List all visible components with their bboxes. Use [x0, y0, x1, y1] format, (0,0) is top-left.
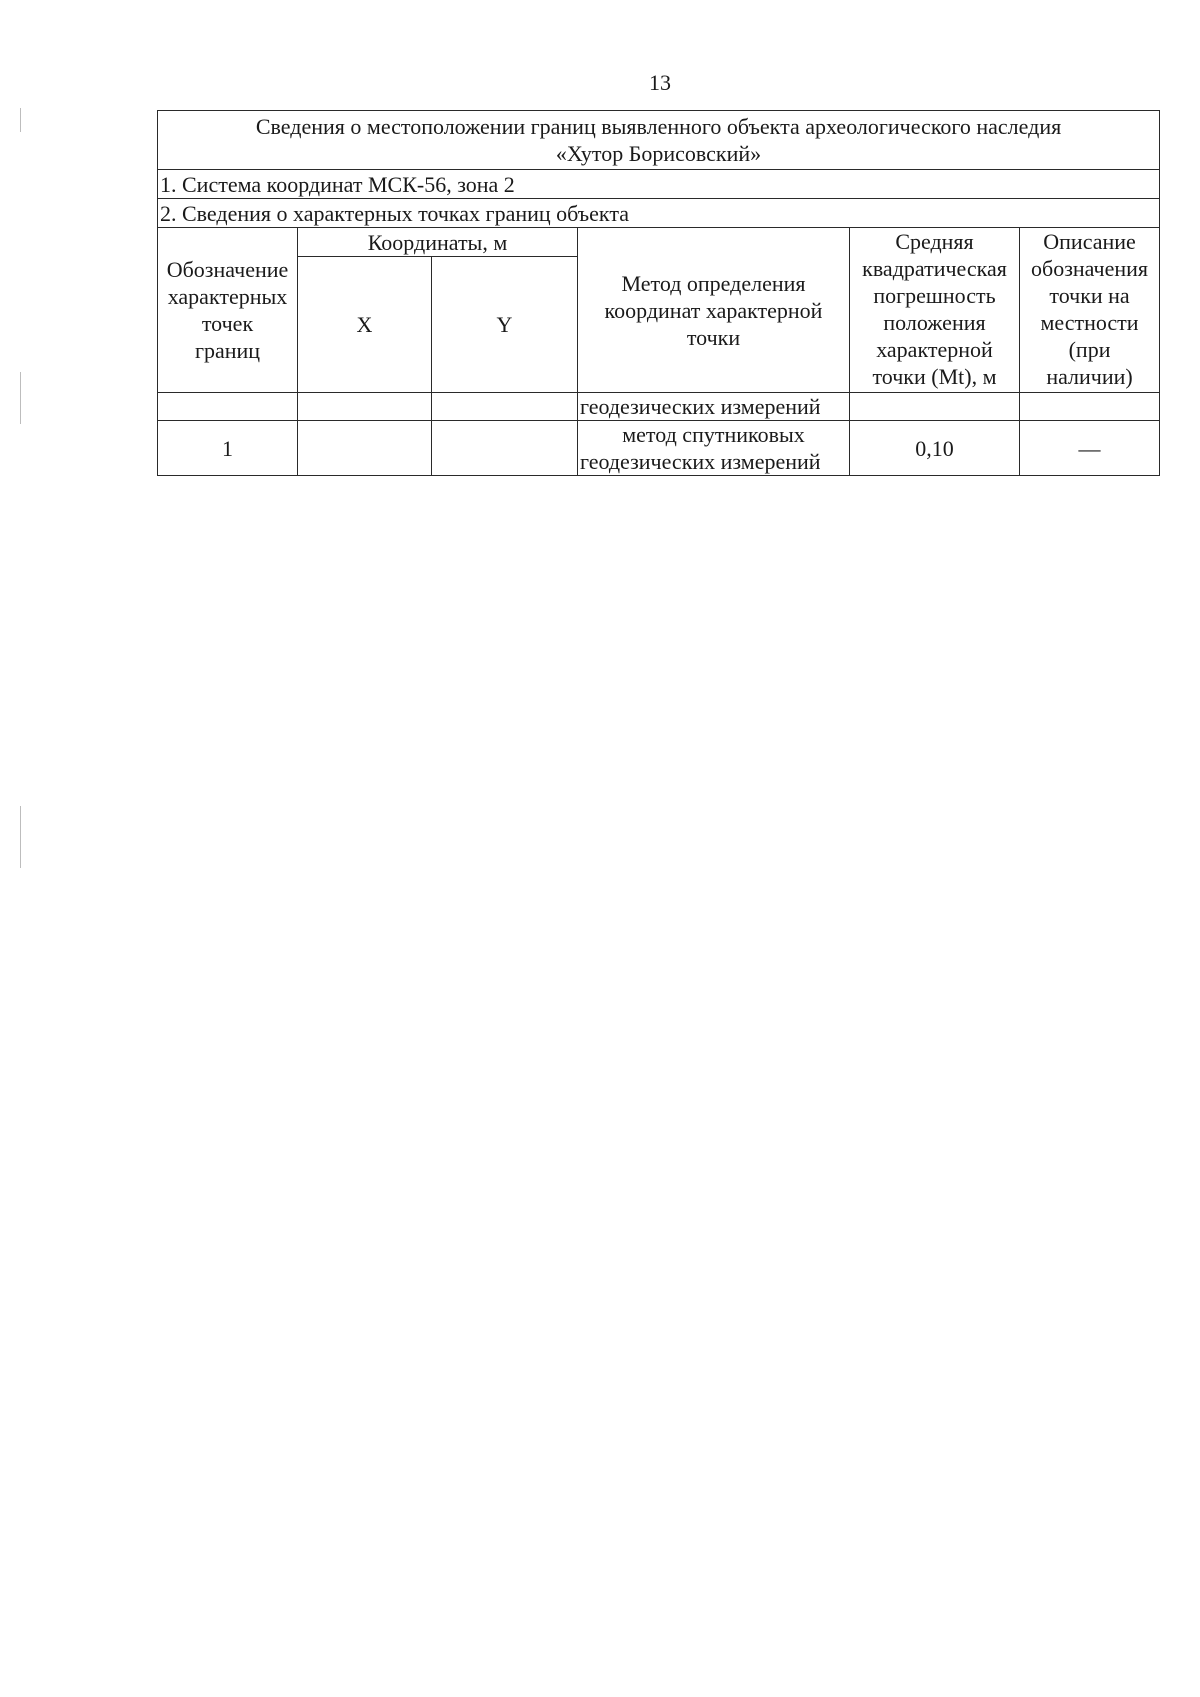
scan-mark: [20, 372, 21, 424]
header-line: координат характерной: [604, 297, 823, 323]
cell-method: [578, 421, 850, 476]
continuation-row: [158, 393, 1160, 421]
coord-system-row: [158, 170, 1160, 199]
header-line: наличии): [1046, 364, 1133, 389]
header-line: Метод определения: [621, 270, 806, 296]
header-x: X: [298, 257, 432, 393]
header-error: [850, 228, 1020, 393]
points-heading-row: [158, 199, 1160, 228]
header-method: [578, 228, 850, 393]
cell-method-line: метод спутниковых: [622, 422, 805, 447]
cell-method-line: геодезических измерений: [580, 449, 821, 474]
cell-error: [850, 393, 1020, 421]
page-number: 13: [649, 70, 671, 95]
boundary-points-table: [157, 110, 1160, 476]
table-title-line: Сведения о местоположении границ выявленного объекта археологического наследия: [255, 114, 1062, 139]
header-line: Описание: [1043, 229, 1136, 254]
cell-y: [432, 393, 578, 421]
cell-x: [298, 393, 432, 421]
header-line: местности: [1040, 310, 1139, 335]
header-line: Обозначение: [166, 257, 289, 282]
header-description: [1020, 228, 1160, 393]
title-row: [158, 111, 1160, 170]
header-designation: [158, 228, 298, 393]
coord-system-text: 1. Система координат МСК-56, зона 2: [158, 170, 1160, 199]
header-row: [158, 228, 1160, 257]
header-line: границ: [194, 338, 261, 363]
scan-mark: [20, 806, 21, 868]
table-row: [158, 421, 1160, 476]
header-line: положения: [883, 310, 986, 335]
header-line: точки на: [1049, 283, 1130, 308]
header-line: погрешность: [873, 283, 996, 308]
header-y: Y: [432, 257, 578, 393]
table-title: [158, 111, 1160, 170]
header-line: квадратическая: [862, 256, 1007, 281]
header-line: характерных: [167, 284, 288, 309]
header-coordinates: Координаты, м: [298, 228, 578, 257]
cell-description: —: [1020, 421, 1160, 476]
table-title-line: «Хутор Борисовский»: [555, 141, 762, 166]
header-line: точки (Mt), м: [872, 364, 997, 389]
header-line: (при: [1068, 337, 1111, 362]
cell-x: [298, 421, 432, 476]
header-line: обозначения: [1031, 256, 1149, 281]
header-line: характерной: [876, 337, 993, 362]
header-line: точек: [201, 311, 254, 336]
header-line: Средняя: [895, 229, 974, 254]
cell-y: [432, 421, 578, 476]
header-line: точки: [686, 324, 741, 350]
cell-method: геодезических измерений: [578, 393, 850, 421]
scan-mark: [20, 108, 21, 132]
cell-point: [158, 393, 298, 421]
cell-description: [1020, 393, 1160, 421]
points-heading-text: 2. Сведения о характерных точках границ объекта: [158, 199, 1160, 228]
cell-point: 1: [158, 421, 298, 476]
cell-error: 0,10: [850, 421, 1020, 476]
